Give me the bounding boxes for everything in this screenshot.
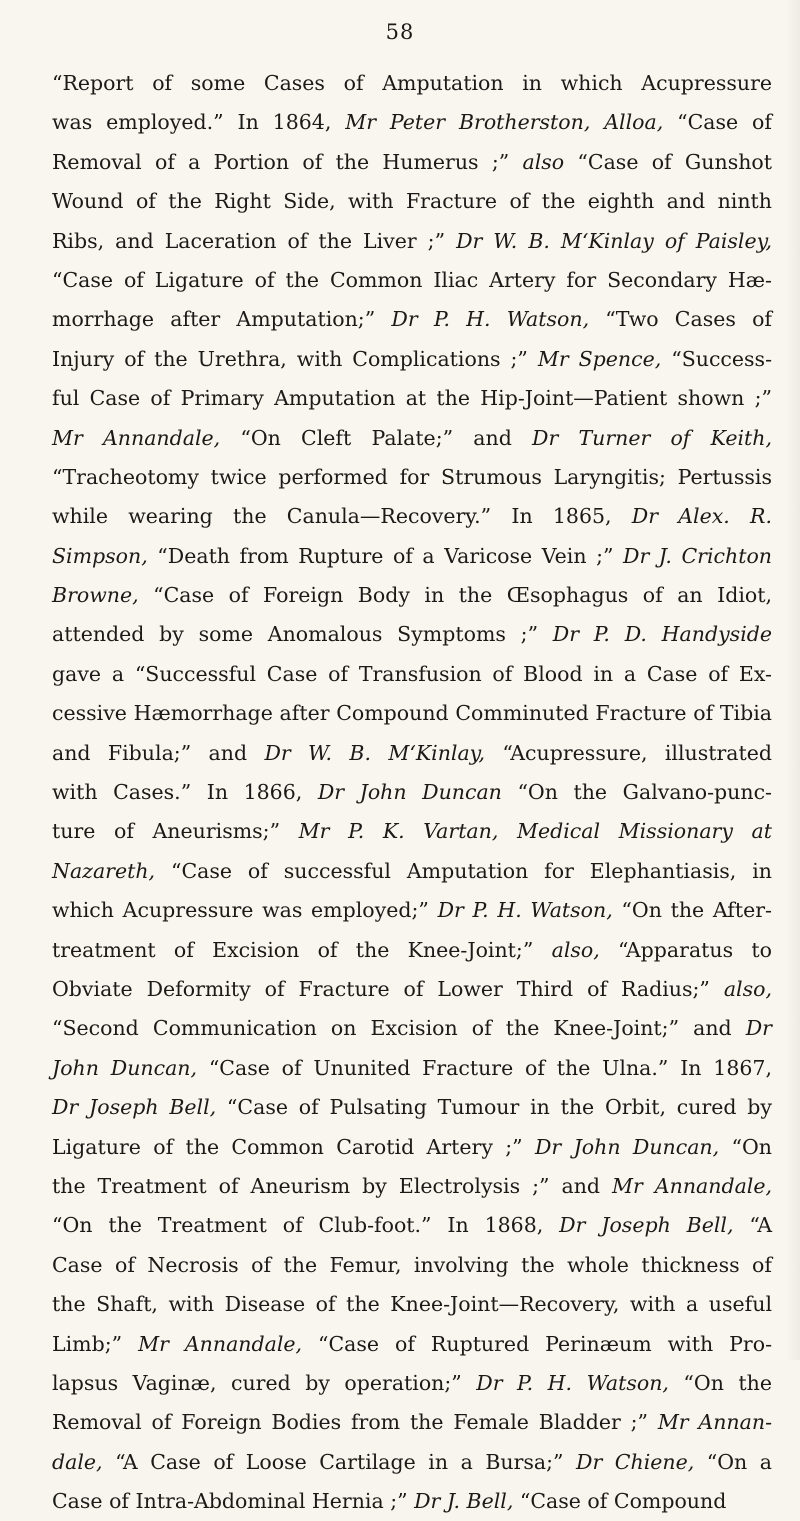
text-line: [52, 1285, 772, 1324]
text-run: Ribs, and Laceration of the Liver ;”: [52, 228, 457, 253]
italic-name-run: Dr J. Crichton: [623, 543, 772, 568]
text-run: treatment of Excision of the Knee-Joint;”: [52, 937, 552, 962]
italic-name-run: Mr Annandale,: [612, 1173, 772, 1198]
text-line: [52, 143, 772, 182]
text-line: [52, 734, 772, 773]
body-text: [52, 64, 772, 1521]
text-line: [52, 1088, 772, 1127]
text-run: “Case of Pulsating Tumour in the Orbit, cured by: [216, 1095, 772, 1120]
text-line: [52, 970, 772, 1009]
text-line: [52, 773, 772, 812]
text-line: [52, 1009, 772, 1048]
text-run: “Death from Rupture of a Varicose Vein ;”: [147, 543, 624, 568]
text-line: [52, 103, 772, 142]
text-line: [52, 615, 772, 654]
text-run: “Success-: [661, 346, 772, 371]
italic-name-run: Mr Peter Brotherston, Alloa,: [345, 110, 664, 135]
text-run: “Apparatus to: [599, 937, 772, 962]
italic-name-run: Dr John Duncan,: [534, 1134, 720, 1159]
italic-name-run: Dr Alex. R.: [631, 504, 772, 529]
text-line: [52, 1482, 772, 1521]
text-run: “Acupressure, illustrated: [485, 740, 772, 765]
text-run: while wearing the Canula—Recovery.” In 1865,: [52, 504, 632, 529]
text-run: morrhage after Amputation;”: [52, 307, 392, 332]
text-run: “On a: [694, 1449, 772, 1474]
text-run: cessive Hæmorrhage after Compound Comminuted Fracture of Tibia: [52, 701, 772, 726]
text-run: “Case of Ruptured Perinæum with Pro-: [302, 1331, 772, 1356]
text-run: with Cases.” In 1866,: [52, 780, 318, 805]
text-run: Injury of the Urethra, with Complications ;”: [52, 346, 538, 371]
text-run: “Tracheotomy twice performed for Strumous Laryngitis; Pertussis: [52, 464, 772, 489]
text-line: [52, 379, 772, 418]
text-run: “Second Communication on Excision of the Knee-Joint;” and: [52, 1016, 746, 1041]
text-run: lapsus Vaginæ, cured by operation;”: [52, 1370, 477, 1395]
text-run: Case of Intra-Abdominal Hernia ;”: [52, 1489, 415, 1514]
text-run: “A Case of Loose Cartilage in a Bursa;”: [102, 1449, 577, 1474]
text-line: [52, 1049, 772, 1088]
text-run: “Case of Foreign Body in the Œsophagus of an Idiot,: [138, 583, 772, 608]
text-run: “On: [719, 1134, 772, 1159]
italic-name-run: Dr Turner of Keith,: [532, 425, 772, 450]
text-line: [52, 1403, 772, 1442]
text-line: [52, 497, 772, 536]
italic-name-run: dale,: [52, 1449, 103, 1474]
text-line: [52, 1443, 772, 1482]
text-run: Removal of Foreign Bodies from the Female Bladder ;”: [52, 1410, 658, 1435]
text-line: [52, 1167, 772, 1206]
italic-name-run: Dr P. H. Watson,: [391, 307, 590, 332]
text-run: “On Cleft Palate;” and: [220, 425, 533, 450]
text-line: [52, 891, 772, 930]
italic-name-run: Dr John Duncan: [317, 780, 502, 805]
text-run: “Case of Compound: [513, 1489, 727, 1514]
text-line: [52, 340, 772, 379]
italic-name-run: Nazareth,: [52, 858, 156, 883]
text-line: [52, 537, 772, 576]
text-line: [52, 1128, 772, 1167]
text-run: “On the: [668, 1370, 772, 1395]
italic-name-run: Dr Joseph Bell,: [559, 1213, 734, 1238]
text-run: gave a “Successful Case of Transfusion of Blood in a Case of Ex-: [52, 661, 772, 686]
text-line: [52, 1364, 772, 1403]
italic-name-run: Mr P. K. Vartan, Medical Missionary at: [298, 819, 772, 844]
italic-name-run: Mr Annan-: [657, 1410, 772, 1435]
text-run: ful Case of Primary Amputation at the Hip-Joint—Patient shown ;”: [52, 386, 772, 411]
italic-name-run: Browne,: [52, 583, 139, 608]
text-run: was employed.” In 1864,: [52, 110, 346, 135]
italic-name-run: Dr P. H. Watson,: [437, 898, 613, 923]
text-run: “Two Cases of: [589, 307, 773, 332]
text-line: [52, 419, 772, 458]
italic-name-run: also,: [723, 976, 772, 1001]
text-line: [52, 576, 772, 615]
text-run: “Case of: [663, 110, 772, 135]
text-line: [52, 655, 772, 694]
italic-name-run: Dr P. D. Handyside: [552, 622, 772, 647]
italic-name-run: John Duncan,: [52, 1055, 198, 1080]
text-run: “Case of Ununited Fracture of the Ulna.” In 1867,: [197, 1055, 772, 1080]
text-run: “On the Treatment of Club-foot.” In 1868,: [52, 1213, 560, 1238]
text-line: [52, 222, 772, 261]
italic-name-run: Dr W. B. M‘Kinlay of Paisley,: [456, 228, 772, 253]
text-run: “On the Galvano-punc-: [501, 780, 772, 805]
text-run: the Shaft, with Disease of the Knee-Joint—Recovery, with a useful: [52, 1292, 772, 1317]
italic-name-run: Dr P. H. Watson,: [476, 1370, 669, 1395]
text-line: [52, 852, 772, 891]
text-run: Removal of a Portion of the Humerus ;”: [52, 149, 523, 174]
text-run: “Report of some Cases of Amputation in which Acupressure: [52, 71, 772, 95]
text-run: which Acupressure was employed;”: [52, 898, 438, 923]
text-run: ture of Aneurisms;”: [52, 819, 299, 844]
text-line: [52, 261, 772, 300]
text-line: [52, 694, 772, 733]
text-line: [52, 1246, 772, 1285]
text-line: [52, 1325, 772, 1364]
text-run: the Treatment of Aneurism by Electrolysis ;” and: [52, 1173, 613, 1198]
text-line: [52, 300, 772, 339]
text-line: [52, 1206, 772, 1245]
text-run: “Case of Gunshot: [564, 149, 772, 174]
italic-name-run: Dr: [745, 1016, 772, 1041]
italic-name-run: Dr Joseph Bell,: [52, 1095, 217, 1120]
text-run: Ligature of the Common Carotid Artery ;”: [52, 1134, 535, 1159]
text-run: “A: [733, 1213, 772, 1238]
text-run: Limb;”: [52, 1331, 139, 1356]
italic-name-run: Dr Chiene,: [576, 1449, 695, 1474]
text-line: [52, 458, 772, 497]
text-line: [52, 931, 772, 970]
text-run: Wound of the Right Side, with Fracture of the eighth and ninth: [52, 189, 772, 214]
text-line: [52, 182, 772, 221]
italic-name-run: also,: [551, 937, 600, 962]
text-run: “Case of Ligature of the Common Iliac Artery for Secondary Hæ-: [52, 267, 772, 292]
italic-name-run: Dr J. Bell,: [414, 1489, 514, 1514]
text-run: attended by some Anomalous Symptoms ;”: [52, 622, 553, 647]
italic-name-run: also: [522, 149, 565, 174]
italic-name-run: Dr W. B. M‘Kinlay,: [264, 740, 486, 765]
text-run: “On the After-: [612, 898, 772, 923]
italic-name-run: Mr Annandale,: [52, 425, 221, 450]
text-line: [52, 812, 772, 851]
text-run: “Case of successful Amputation for Elephantiasis, in: [155, 858, 772, 883]
text-run: and Fibula;” and: [52, 740, 265, 765]
italic-name-run: Mr Annandale,: [138, 1331, 303, 1356]
page-number: 58: [385, 20, 415, 44]
italic-name-run: Simpson,: [52, 543, 148, 568]
text-run: Case of Necrosis of the Femur, involving the whole thickness of: [52, 1252, 772, 1277]
italic-name-run: Mr Spence,: [537, 346, 662, 371]
page-edge-shadow: [786, 0, 800, 1360]
text-run: Obviate Deformity of Fracture of Lower Third of Radius;”: [52, 976, 724, 1001]
text-line: [52, 64, 772, 103]
